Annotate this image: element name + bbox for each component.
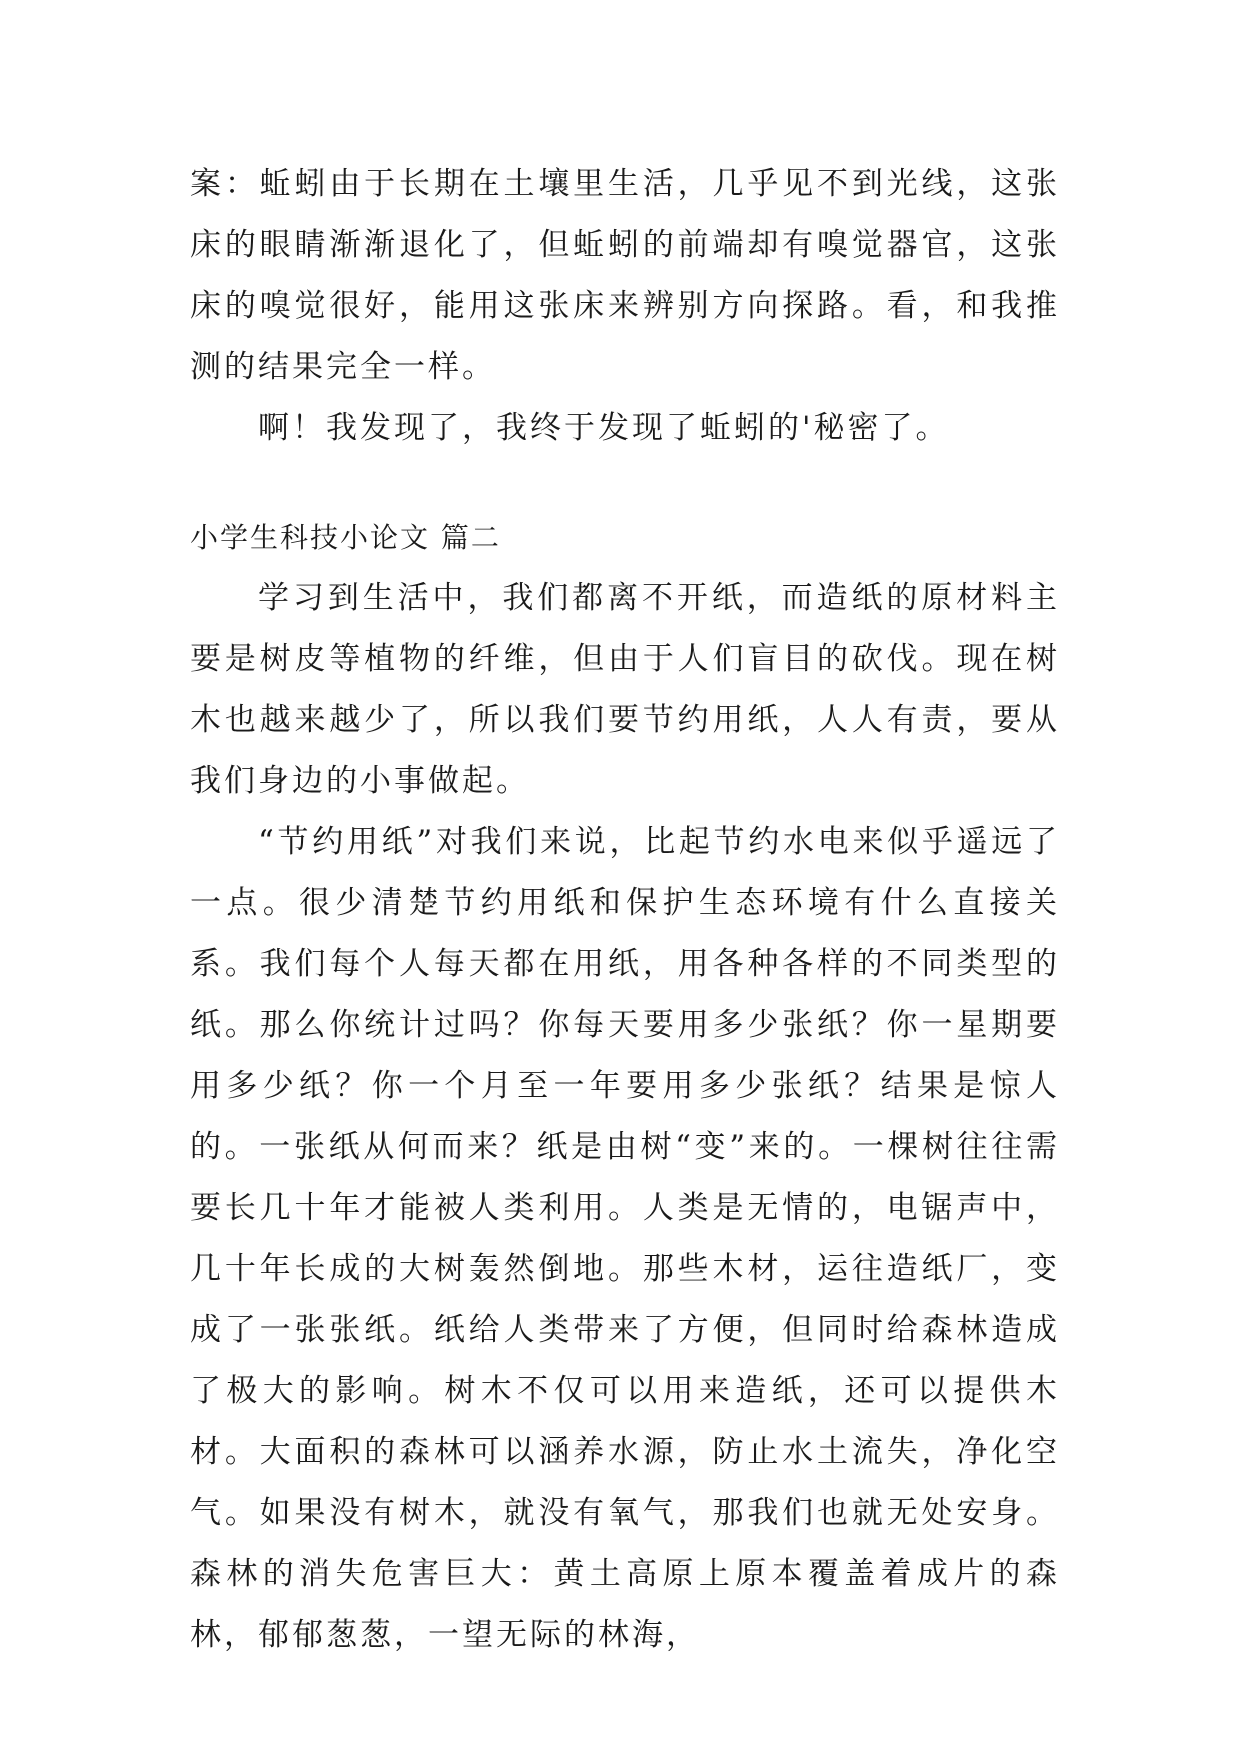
body-paragraph: “节约用纸”对我们来说，比起节约水电来似乎遥远了一点。很少清楚节约用纸和保护生态环境有什么直接关系。我们每个人每天都在用纸，用各种各样的不同类型的纸。那么你统计过吗？你每天要用多少张纸？你一星期要用多少纸？你一个月至一年要用多少张纸？结果是惊人的。一张纸从何而来？纸是由树“变”来的。一棵树往往需要长几十年才能被人类利用。人类是无情的，电锯声中，几十年长成的大树轰然倒地。那些木材，运往造纸厂，变成了一张张纸。纸给人类带来了方便，但同时给森林造成了极大的影响。树木不仅可以用来造纸，还可以提供木材。大面积的森林可以涵养水源，防止水土流失，净化空气。如果没有树木，就没有氧气，那我们也就无处安身。森林的消失危害巨大：黄土高原上原本覆盖着成片的森林，郁郁葱葱，一望无际的林海， bbox=[190, 824, 1060, 1653]
body-paragraph: 啊！我发现了，我终于发现了蚯蚓的'秘密了。 bbox=[258, 410, 950, 446]
section-earthworm-conclusion bbox=[190, 154, 1060, 459]
section-heading: 小学生科技小论文 篇二 bbox=[190, 521, 501, 554]
body-paragraph: 学习到生活中，我们都离不开纸，而造纸的原材料主要是树皮等植物的纤维，但由于人们盲目的砍伐。现在树木也越来越少了，所以我们要节约用纸，人人有责，要从我们身边的小事做起。 bbox=[190, 580, 1060, 799]
section-paper-saving bbox=[190, 507, 1060, 1666]
body-paragraph: 案：蚯蚓由于长期在土壤里生活，几乎见不到光线，这张床的眼睛渐渐退化了，但蚯蚓的前端却有嗅觉器官，这张床的嗅觉很好，能用这张床来辨别方向探路。看，和我推测的结果完全一样。 bbox=[190, 166, 1060, 385]
